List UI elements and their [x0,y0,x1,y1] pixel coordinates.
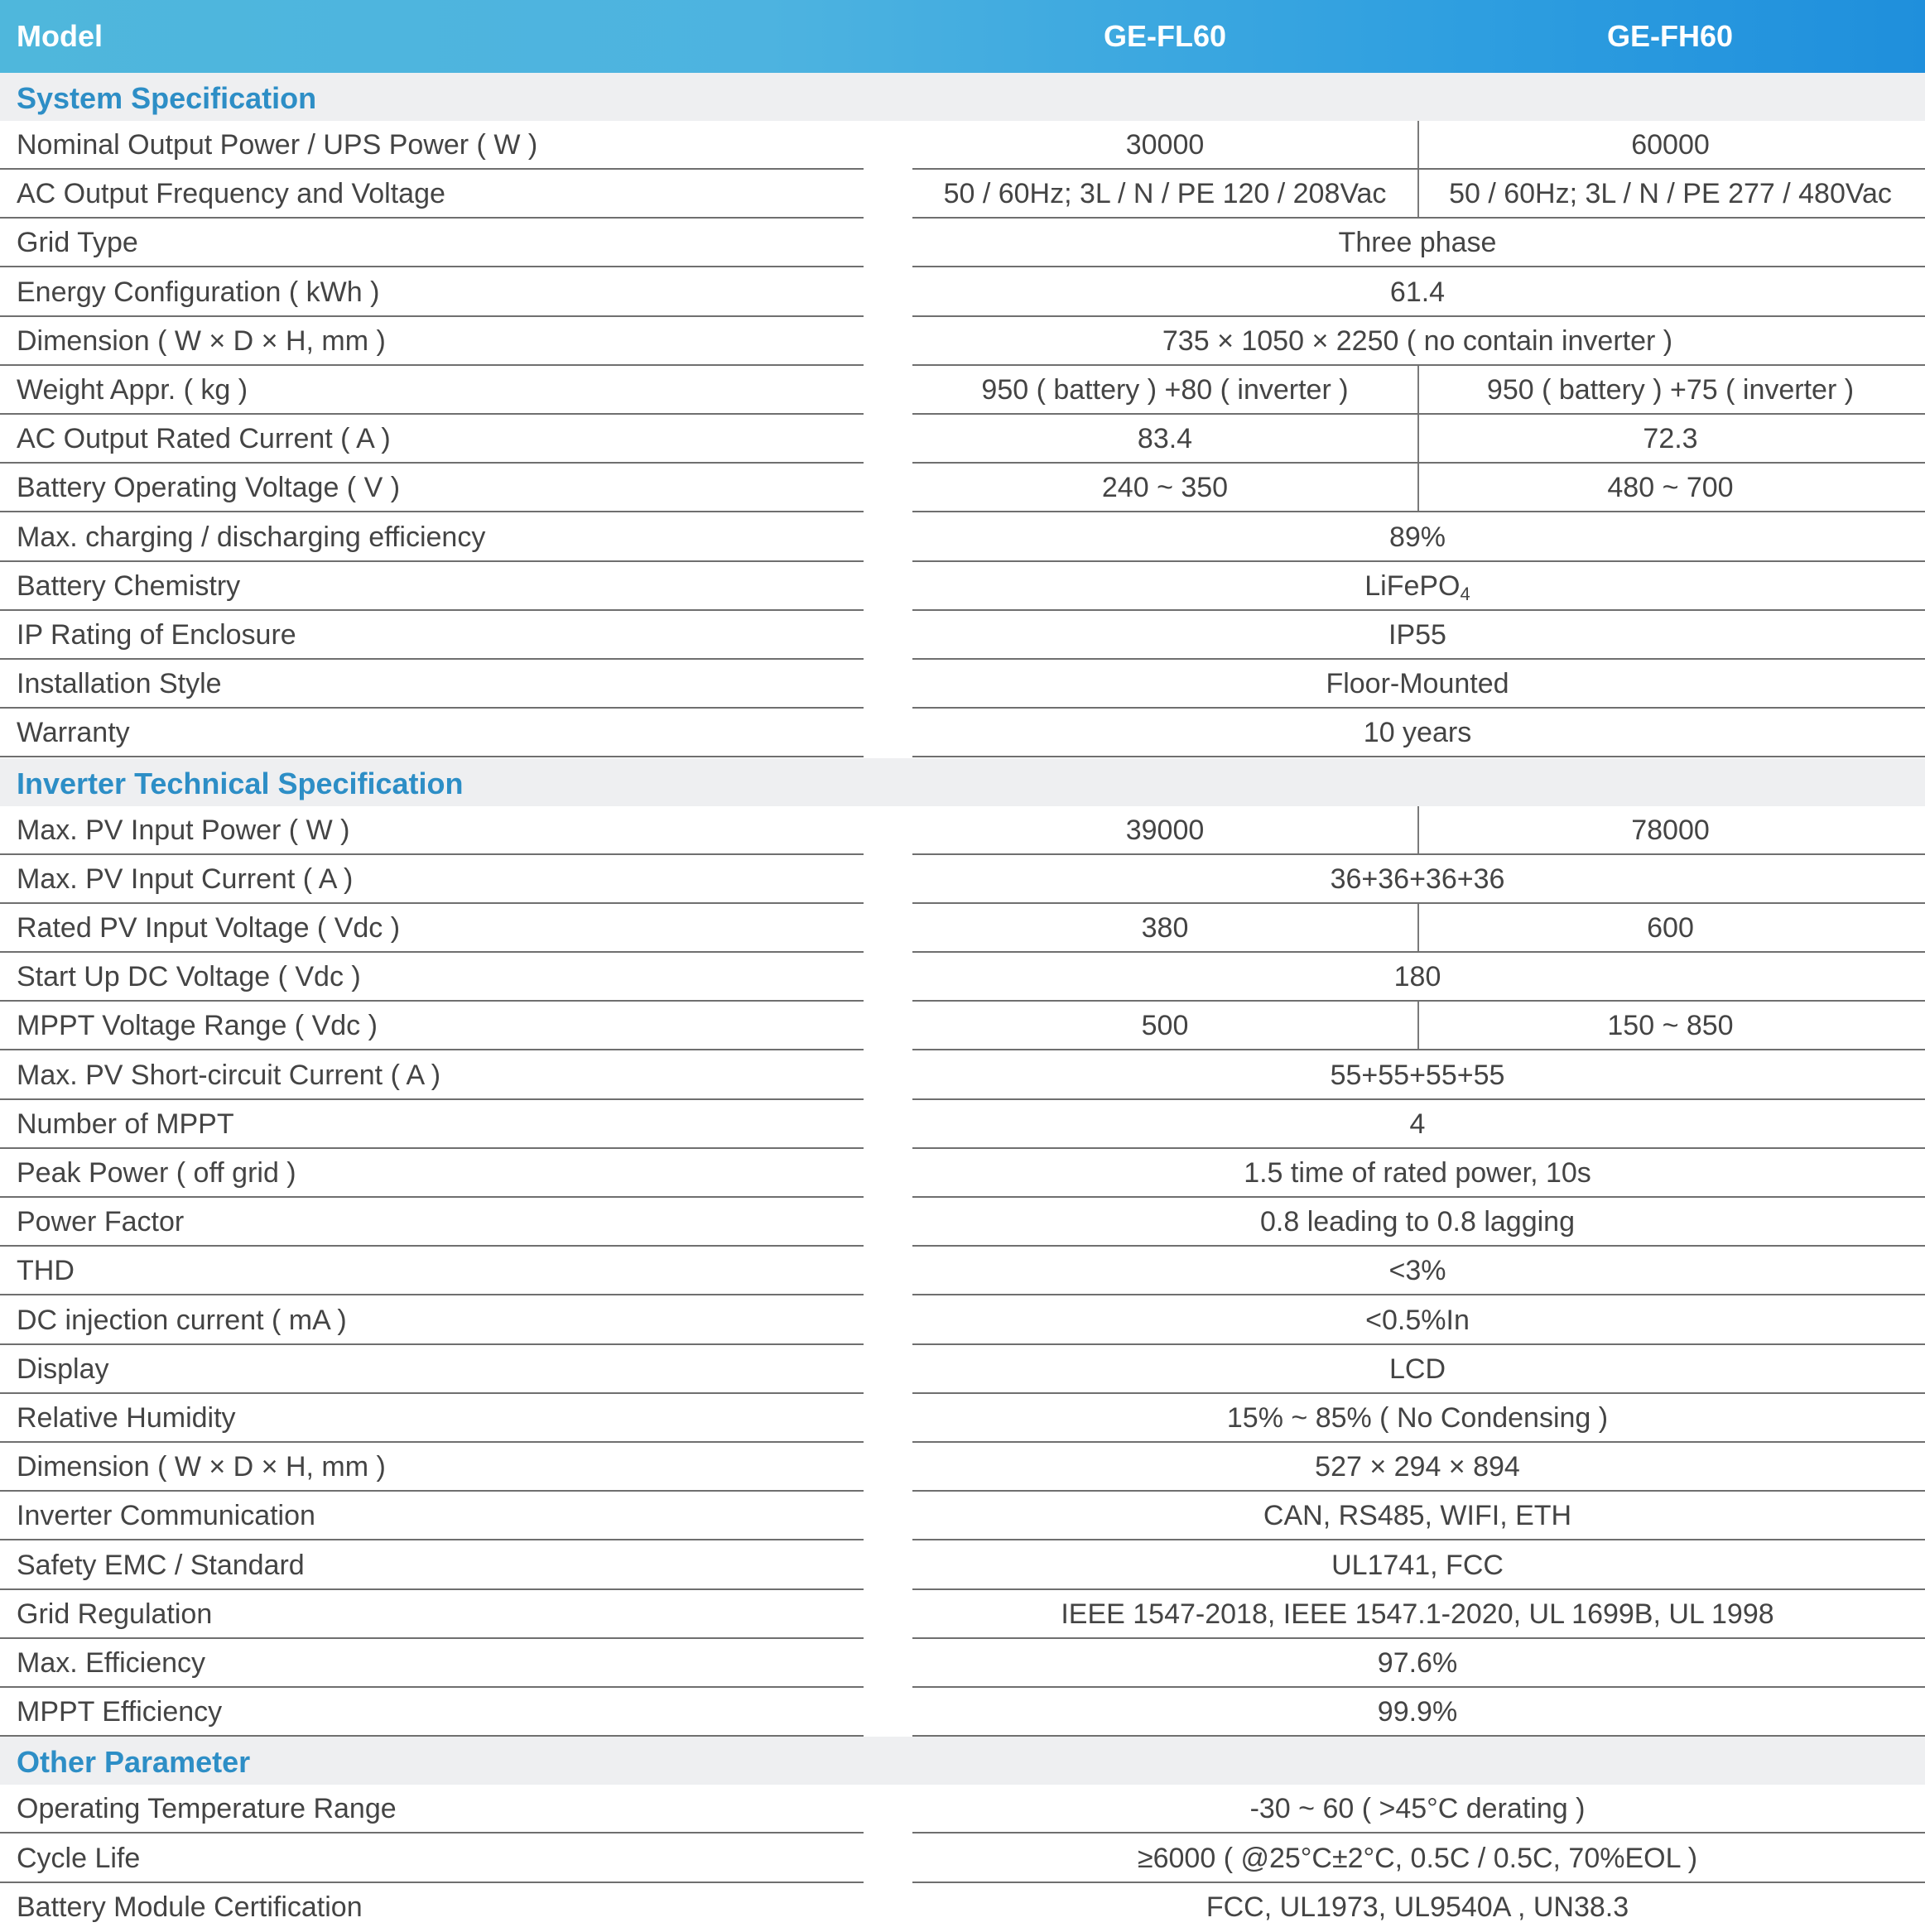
model-header: Model [17,19,103,53]
spec-value-shared [912,219,1923,267]
spec-value-text: -30 ~ 60 ( >45°C derating ) [1249,1793,1586,1824]
spec-label: MPPT Voltage Range ( Vdc ) [17,1010,378,1041]
spec-value-ge-fh60: 50 / 60Hz; 3L / N / PE 277 / 480Vac [1449,178,1892,209]
spec-value-shared [912,513,1923,562]
table-row [0,317,1925,366]
table-row [0,1296,1925,1345]
spec-label: Cycle Life [17,1843,141,1874]
spec-value-text: 61.4 [1389,276,1446,308]
spec-label: Start Up DC Voltage ( Vdc ) [17,961,361,992]
row-rule-left [0,756,864,757]
spec-value-shared [912,1247,1923,1295]
table-row [0,1247,1925,1295]
spec-value-shared [912,1100,1923,1149]
spec-value-text: 89% [1388,521,1446,553]
spec-value-shared [912,1443,1923,1492]
spec-label: IP Rating of Enclosure [17,619,296,651]
spec-label: Battery Operating Voltage ( V ) [17,472,401,503]
section-header [0,758,1925,806]
spec-value-text: FCC, UL1973, UL9540A , UN38.3 [1206,1891,1629,1923]
spec-label: Number of MPPT [17,1108,234,1140]
table-row [0,219,1925,267]
row-rule-right [912,511,1925,512]
spec-label: Max. PV Input Current ( A ) [17,863,354,895]
section-header [0,1737,1925,1785]
row-rule-left [0,1539,864,1540]
spec-label: AC Output Rated Current ( A ) [17,423,391,454]
spec-value-shared [912,1492,1923,1540]
spec-value-text: ≥6000 ( @25°C±2°C, 0.5C / 0.5C, 70%EOL ) [1137,1843,1698,1874]
spec-value-shared [912,1345,1923,1394]
spec-label: Warranty [17,717,130,748]
table-row [0,1345,1925,1394]
spec-label: THD [17,1255,75,1286]
spec-value-text: 4 [1409,1108,1426,1140]
table-row [0,366,1925,415]
spec-label: Nominal Output Power / UPS Power ( W ) [17,129,538,161]
table-row [0,1443,1925,1492]
spec-value-ge-fl60: 30000 [1125,129,1205,161]
spec-label: DC injection current ( mA ) [17,1305,347,1336]
spec-value-shared [912,660,1923,709]
spec-value-text: <0.5%In [1365,1305,1470,1336]
table-row [0,121,1925,170]
spec-value-shared [912,1883,1923,1932]
row-rule-right [912,1294,1925,1295]
table-row [0,611,1925,660]
section-title: Other Parameter [17,1745,251,1779]
table-header [0,0,1925,73]
spec-label: Battery Chemistry [17,570,241,602]
table-row [0,1492,1925,1540]
spec-value-text: 10 years [1363,717,1472,748]
spec-value-text: 527 × 294 × 894 [1315,1451,1520,1483]
spec-value-shared [912,855,1923,904]
spec-value-shared [912,1590,1923,1639]
model-ge-fl60-header: GE-FL60 [1103,19,1227,53]
spec-value-ge-fh60: 600 [1647,912,1694,944]
row-rule-right [912,266,1925,267]
spec-value-shared [912,1688,1923,1737]
spec-value-ge-fl60: 950 ( battery ) +80 ( inverter ) [981,374,1349,406]
table-row [0,1785,1925,1833]
model-ge-fh60-header: GE-FH60 [1606,19,1734,53]
spec-label: Max. charging / discharging efficiency [17,521,486,553]
spec-value-shared [912,268,1923,317]
spec-value-shared [912,1198,1923,1247]
spec-value-text: 97.6% [1377,1647,1458,1679]
spec-value-text: 180 [1393,961,1441,992]
row-rule-left [0,511,864,512]
spec-value-shared [912,1785,1923,1833]
spec-value-shared [912,709,1923,757]
row-rule-left [0,1832,864,1833]
spec-value-ge-fl60: 240 ~ 350 [1101,472,1229,503]
spec-value-text: 36+36+36+36 [1330,863,1505,895]
spec-label: Energy Configuration ( kWh ) [17,276,380,308]
spec-value-shared [912,317,1923,366]
spec-label: Max. PV Input Power ( W ) [17,815,350,846]
spec-value-shared [912,1541,1923,1590]
row-rule-left [0,266,864,267]
spec-value-shared [912,1149,1923,1198]
table-row [0,1002,1925,1050]
spec-label: Max. PV Short-circuit Current ( A ) [17,1060,441,1091]
spec-value-ge-fl60: 83.4 [1137,423,1193,454]
table-row [0,855,1925,904]
spec-value-ge-fl60: 39000 [1125,815,1205,846]
spec-label: Installation Style [17,668,222,699]
spec-label: Dimension ( W × D × H, mm ) [17,325,386,357]
spec-value-shared [912,1834,1923,1883]
spec-value-ge-fl60: 50 / 60Hz; 3L / N / PE 120 / 208Vac [943,178,1387,209]
spec-label: Grid Type [17,227,138,258]
spec-value-text: IP55 [1388,619,1446,651]
row-rule-left [0,1294,864,1295]
section-title: Inverter Technical Specification [17,767,464,800]
table-row [0,660,1925,709]
spec-label: AC Output Frequency and Voltage [17,178,445,209]
spec-value-shared [912,611,1923,660]
spec-label: Battery Module Certification [17,1891,363,1923]
spec-value-text: CAN, RS485, WIFI, ETH [1263,1500,1572,1531]
spec-value-ge-fh60: 480 ~ 700 [1607,472,1734,503]
spec-value-ge-fh60: 72.3 [1643,423,1698,454]
spec-value-ge-fh60: 150 ~ 850 [1607,1010,1734,1041]
spec-value-ge-fl60: 500 [1141,1010,1189,1041]
spec-value-text: 1.5 time of rated power, 10s [1244,1157,1591,1189]
spec-value-text: Floor-Mounted [1326,668,1509,699]
spec-value-subscript: 4 [1460,584,1470,604]
table-row [0,1394,1925,1443]
spec-value-text: Three phase [1338,227,1497,258]
table-row [0,513,1925,562]
table-row [0,806,1925,855]
row-rule-right [912,1539,1925,1540]
table-row [0,1541,1925,1590]
table-row [0,709,1925,757]
spec-label: Peak Power ( off grid ) [17,1157,296,1189]
spec-label: Safety EMC / Standard [17,1550,305,1581]
spec-value-text: IEEE 1547-2018, IEEE 1547.1-2020, UL 1699B, UL 1998 [1061,1598,1774,1630]
table-row [0,1639,1925,1688]
table-row [0,562,1925,611]
table-row [0,904,1925,953]
spec-value-shared [912,1639,1923,1688]
table-row [0,1100,1925,1149]
spec-label: Dimension ( W × D × H, mm ) [17,1451,386,1483]
section-title: System Specification [17,81,317,115]
table-row [0,953,1925,1002]
table-row [0,415,1925,464]
spec-value-text: LiFePO [1364,570,1461,602]
table-row [0,1688,1925,1737]
table-row [0,464,1925,512]
spec-label: Power Factor [17,1206,185,1238]
spec-value-shared [912,562,1923,611]
spec-value-text: 735 × 1050 × 2250 ( no contain inverter ) [1162,325,1673,357]
spec-value-text: UL1741, FCC [1331,1550,1504,1581]
row-rule-left [0,1049,864,1050]
row-rule-right [912,756,1925,757]
table-row [0,1590,1925,1639]
spec-value-shared [912,1051,1923,1100]
spec-value-text: <3% [1388,1255,1446,1286]
spec-label: Display [17,1353,109,1385]
spec-value-shared [912,953,1923,1002]
row-rule-right [912,1049,1925,1050]
spec-label: Inverter Communication [17,1500,315,1531]
table-row [0,1198,1925,1247]
spec-label: Max. Efficiency [17,1647,206,1679]
table-row [0,1883,1925,1932]
spec-value-shared [912,1296,1923,1345]
table-row [0,1149,1925,1198]
spec-label: Grid Regulation [17,1598,213,1630]
spec-value-shared [912,1394,1923,1443]
spec-label: MPPT Efficiency [17,1696,223,1728]
spec-label: Rated PV Input Voltage ( Vdc ) [17,912,401,944]
spec-value-text: 55+55+55+55 [1330,1060,1505,1091]
spec-value-ge-fh60: 950 ( battery ) +75 ( inverter ) [1486,374,1855,406]
table-row [0,1051,1925,1100]
table-row [0,1834,1925,1883]
spec-value-ge-fh60: 78000 [1631,815,1710,846]
spec-value-text: LCD [1388,1353,1446,1385]
table-row [0,170,1925,219]
section-header [0,73,1925,121]
spec-label: Weight Appr. ( kg ) [17,374,248,406]
spec-value-text: 0.8 leading to 0.8 lagging [1260,1206,1575,1238]
row-rule-right [912,1832,1925,1833]
table-row [0,268,1925,317]
spec-label: Operating Temperature Range [17,1793,397,1824]
spec-value-text: 99.9% [1377,1696,1458,1728]
spec-value-text: 15% ~ 85% ( No Condensing ) [1226,1402,1609,1434]
spec-label: Relative Humidity [17,1402,236,1434]
spec-value-ge-fl60: 380 [1141,912,1189,944]
spec-value-ge-fh60: 60000 [1631,129,1710,161]
